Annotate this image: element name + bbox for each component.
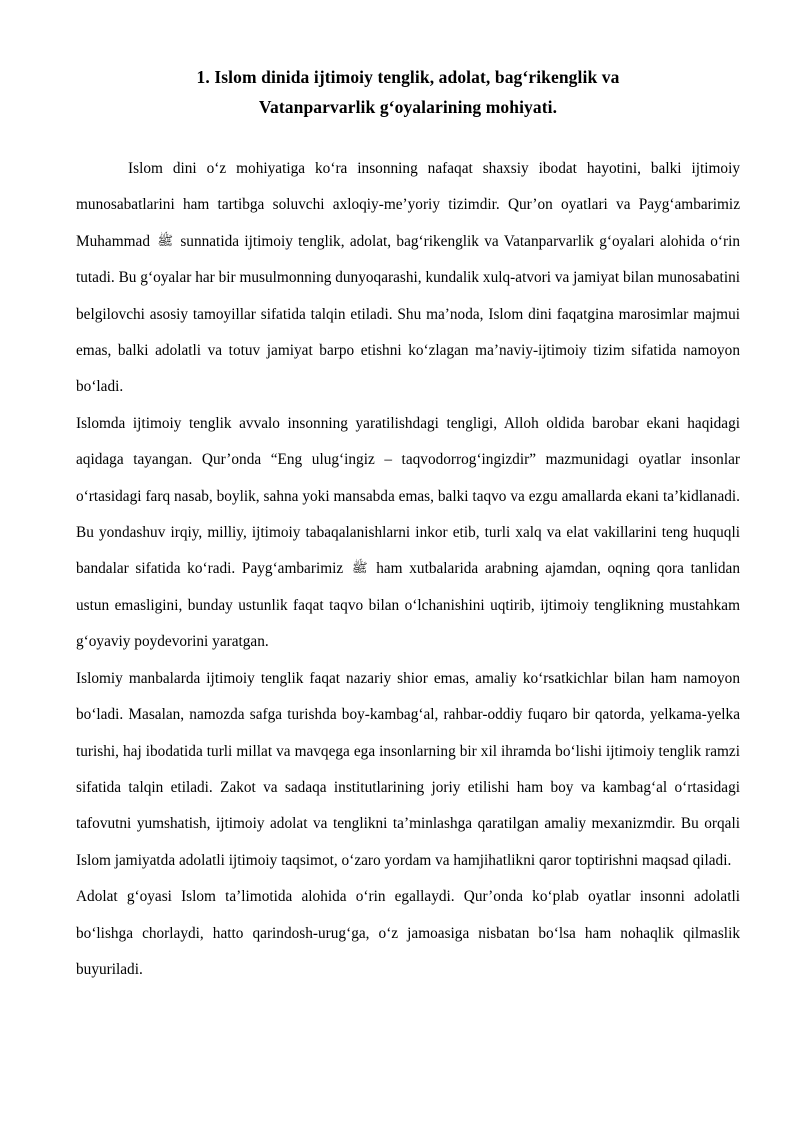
sallallahu-alayhi-wasallam-glyph: ﷺ [351, 561, 368, 577]
sallallahu-alayhi-wasallam-glyph: ﷺ [157, 233, 174, 249]
body-paragraph: Islomiy manbalarda ijtimoiy tenglik faqat nazariy shior emas, amaliy ko‘rsatkichlar bilan ham namoyon bo‘ladi. Masalan, namozda safga turishda boy-kambag‘al, rahbar-oddiy fuqaro bir qatorda, yelkama-yelka turishi, haj ibodatida turli millat va mavqega ega insonlarning bir xil ihramda bo‘lishi ijtimoiy tenglik ramzi sifatida talqin etiladi. Zakot va sadaqa institutlarining joriy etilishi ham boy va kambag‘al o‘rtasidagi tafovutni yumshatish, ijtimoiy adolat va tenglikni ta’minlashga qaratilgan amaliy mexanizmdir. Bu orqali Islom jamiyatda adolatli ijtimoiy taqsimot, o‘zaro yordam va hamjihatlikni qaror toptirishni maqsad qiladi. [76, 669, 740, 869]
page-title [76, 0, 740, 122]
body-paragraph: Islomda ijtimoiy tenglik avvalo insonning yaratilishdagi tengligi, Alloh oldida barobar ekani haqidagi aqidaga tayangan. Qur’onda “Eng ulug‘ingiz – taqvodorrog‘ingizdir” mazmunidagi oyatlar insonlar o‘rtasidagi farq nasab, boylik, sahna yoki mansabda emas, balki taqvo va ezgu amallarda ekani ta’kidlanadi. Bu yondashuv irqiy, milliy, ijtimoiy tabaqalanishlarni inkor etib, turli xalq va elat vakillarini teng huquqli bandalar sifatida ko‘radi. Payg‘ambarimiz ﷺ ham xutbalarida arabning ajamdan, oqning qora tanlidan ustun emasligini, bunday ustunlik faqat taqvo bilan o‘lchanishini uqtirib, ijtimoiy tenglikning mustahkam g‘oyaviy poydevorini yaratgan. [76, 414, 740, 651]
body-paragraph: Islom dini o‘z mohiyatiga ko‘ra insonning nafaqat shaxsiy ibodat hayotini, balki ijtimoiy munosabatlarini ham tartibga soluvchi axloqiy-me’yoriy tizimdir. Qur’on oyatlari va Payg‘ambarimiz Muhammad ﷺ sunnatida ijtimoiy tenglik, adolat, bag‘rikenglik va Vatanparvarlik g‘oyalari alohida o‘rin tutadi. Bu g‘oyalar har bir musulmonning dunyoqarashi, kundalik xulq-atvori va jamiyat bilan munosabatini belgilovchi asosiy tamoyillar sifatida talqin etiladi. Shu ma’noda, Islom dini faqatgina marosimlar majmui emas, balki adolatli va totuv jamiyat barpo etishni ko‘zlagan ma’naviy-ijtimoiy tizim sifatida namoyon bo‘ladi. [76, 160, 741, 396]
document-content [76, 0, 740, 988]
page-title-line-1: 1. Islom dinida ijtimoiy tenglik, adolat, bag‘rikenglik va [196, 67, 620, 87]
body-paragraph: Adolat g‘oyasi Islom ta’limotida alohida o‘rin egallaydi. Qur’onda ko‘plab oyatlar insonni adolatli bo‘lishga chorlaydi, hatto qarindosh-urug‘ga, o‘z jamoasiga nisbatan bo‘lsa ham nohaqlik qilmaslik buyuriladi. [76, 888, 740, 978]
document-body [76, 151, 740, 988]
page-title-line-2: Vatanparvarlik g‘oyalarining mohiyati. [258, 97, 558, 117]
